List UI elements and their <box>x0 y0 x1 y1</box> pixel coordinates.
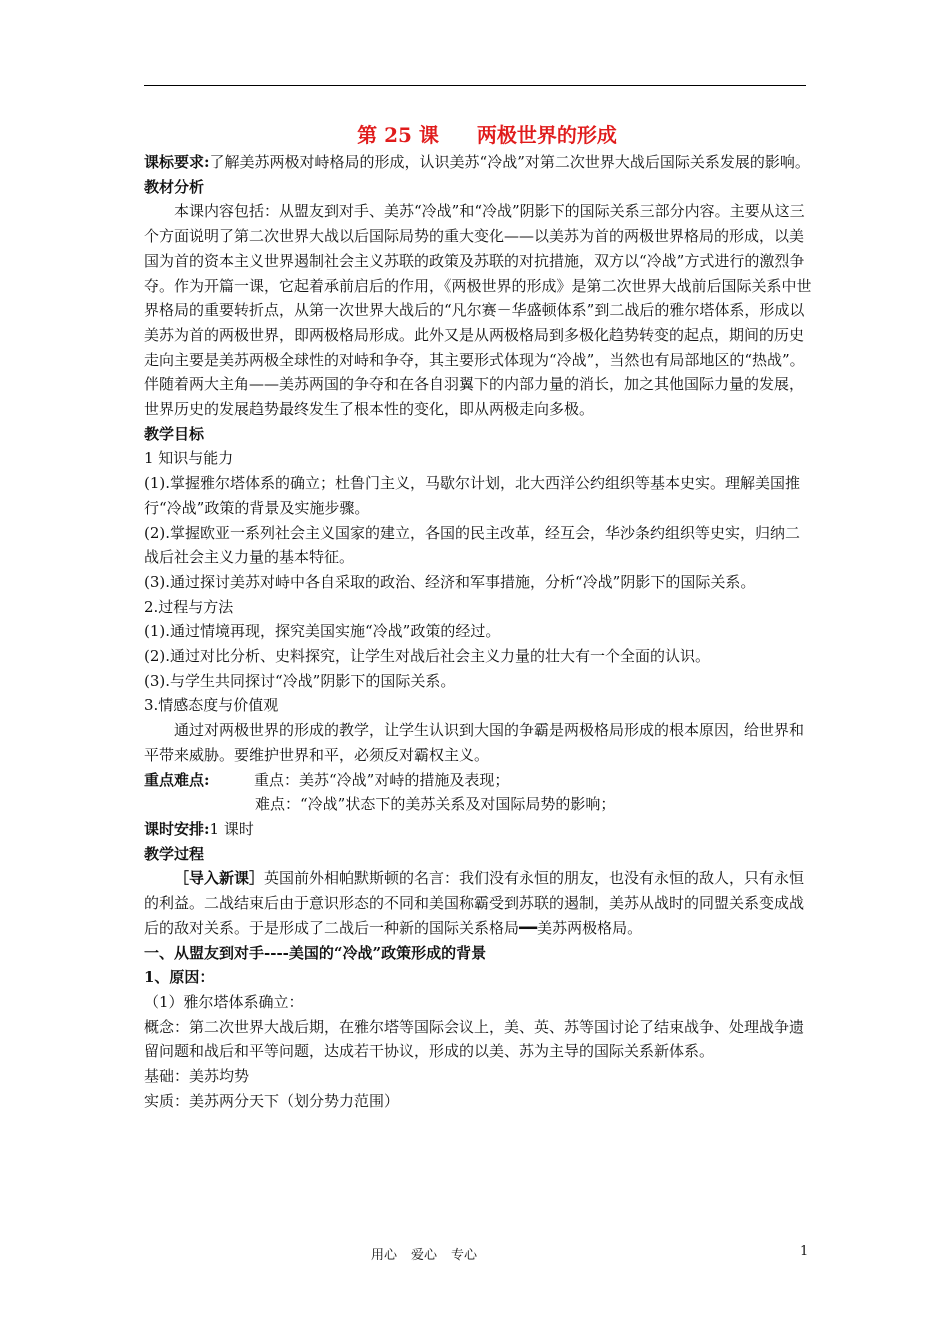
time-arrangement <box>144 817 812 842</box>
knowledge-item-1: (1).掌握雅尔塔体系的确立；杜鲁门主义，马歇尔计划，北大西洋公约组织等基本史实。理解美国推行“冷战”政策的背景及实施步骤。 <box>144 474 801 517</box>
section-1-heading: 一、从盟友到对手----美国的“冷战”政策形成的背景 <box>144 943 487 962</box>
essence-text: 实质：美苏两分天下（划分势力范围） <box>144 1091 400 1110</box>
time-value: 1 课时 <box>209 819 254 838</box>
analysis-body: 本课内容包括：从盟友到对手、美苏“冷战”和“冷战”阴影下的国际关系三部分内容。主要从这三个方面说明了第二次世界大战以后国际局势的重大变化——以美苏为首的两极世界格局的形成，以美国为首的资本主义世界遏制社会主义苏联的政策及苏联的对抗措施，双方以“冷战”方式进行的激烈争夺。作为开篇一课，它起着承前启后的作用，《两极世界的形成》是第二次世界大战前后国际关系中世界格局的重要转折点，从第一次世界大战后的“凡尔赛－华盛顿体系”到二战后的雅尔塔体系，形成以美苏为首的两极世界，即两极格局形成。此外又是从两极格局到多极化趋势转变的起点，期间的历史走向主要是美苏两极全球性的对峙和争夺，其主要形式体现为“冷战”，当然也有局部地区的“热战”。伴随着两大主角——美苏两国的争夺和在各自羽翼下的内部力量的消长，加之其他国际力量的发展，世界历史的发展趋势最终发生了根本性的变化，即从两极走向多极。 <box>144 202 812 419</box>
footer-motto <box>371 1244 491 1263</box>
knowledge-title: 1 知识与能力 <box>144 449 234 468</box>
analysis-heading: 教材分析 <box>144 177 205 196</box>
key-points <box>144 768 812 793</box>
basis-text: 基础：美苏均势 <box>144 1067 250 1086</box>
emotion-title: 3.情感态度与价值观 <box>144 696 279 715</box>
process-method-title: 2.过程与方法 <box>144 597 234 616</box>
motto-3: 专心 <box>451 1248 478 1263</box>
key-difficulty: 难点：“冷战”状态下的美苏关系及对国际局势的影响； <box>255 795 616 814</box>
document-body <box>144 118 812 1113</box>
reason-item-1: （1）雅尔塔体系确立： <box>144 992 304 1011</box>
motto-1: 用心 <box>371 1248 398 1263</box>
concept-text: 概念：第二次世界大战后期，在雅尔塔等国际会议上，美、英、苏等国讨论了结束战争、处理战争遗留问题和战后和平等问题，达成若干协议，形成的以美、苏为主导的国际关系新体系。 <box>144 1017 805 1061</box>
requirement-label: 课标要求: <box>144 153 210 171</box>
knowledge-item-3: (3).通过探讨美苏对峙中各自采取的政治、经济和军事措施，分析“冷战”阴影下的国际关系。 <box>144 572 756 591</box>
reason-heading: 1、原因： <box>144 968 215 987</box>
emotion-body: 通过对两极世界的形成的教学，让学生认识到大国的争霸是两极格局形成的根本原因，给世界和平带来威胁。要维护世界和平，必须反对霸权主义。 <box>144 721 805 764</box>
intro-text: 英国前外相帕默斯顿的名言：我们没有永恒的朋友，也没有永恒的敌人，只有永恒的利益。二战结束后由于意识形态的不同和美国称霸受到苏联的遏制，美苏从战时的同盟关系变成战后的敌对关系。于是形成了二战后一种新的国际关系格局━━美苏两极格局。 <box>144 869 805 937</box>
motto-2: 爱心 <box>411 1248 438 1263</box>
page-title <box>162 118 812 150</box>
requirement-text: 了解美苏两极对峙格局的形成，认识美苏“冷战”对第二次世界大战后国际关系发展的影响。 <box>209 153 810 171</box>
lesson-number: 第 25 课 <box>357 123 439 147</box>
process-heading: 教学过程 <box>144 844 205 863</box>
process-item-1: (1).通过情境再现，探究美国实施“冷战”政策的经过。 <box>144 622 501 641</box>
header-rule <box>144 85 806 86</box>
lesson-name: 两极世界的形成 <box>476 123 617 147</box>
key-points-label: 重点难点: <box>144 770 210 789</box>
goals-heading: 教学目标 <box>144 424 205 443</box>
intro-label: ［导入新课］ <box>174 869 265 888</box>
key-focus: 重点：美苏“冷战”对峙的措施及表现； <box>254 770 510 789</box>
intro-paragraph <box>144 866 812 940</box>
page-number: 1 <box>800 1244 809 1259</box>
process-item-3: (3).与学生共同探讨“冷战”阴影下的国际关系。 <box>144 671 456 690</box>
time-label: 课时安排: <box>144 819 210 838</box>
process-item-2: (2).通过对比分析、史料探究，让学生对战后社会主义力量的壮大有一个全面的认识。 <box>144 647 711 666</box>
knowledge-item-2: (2).掌握欧亚一系列社会主义国家的建立，各国的民主改革，经互会，华沙条约组织等史实，归纳二战后社会主义力量的基本特征。 <box>144 523 801 567</box>
course-requirement <box>144 150 812 175</box>
